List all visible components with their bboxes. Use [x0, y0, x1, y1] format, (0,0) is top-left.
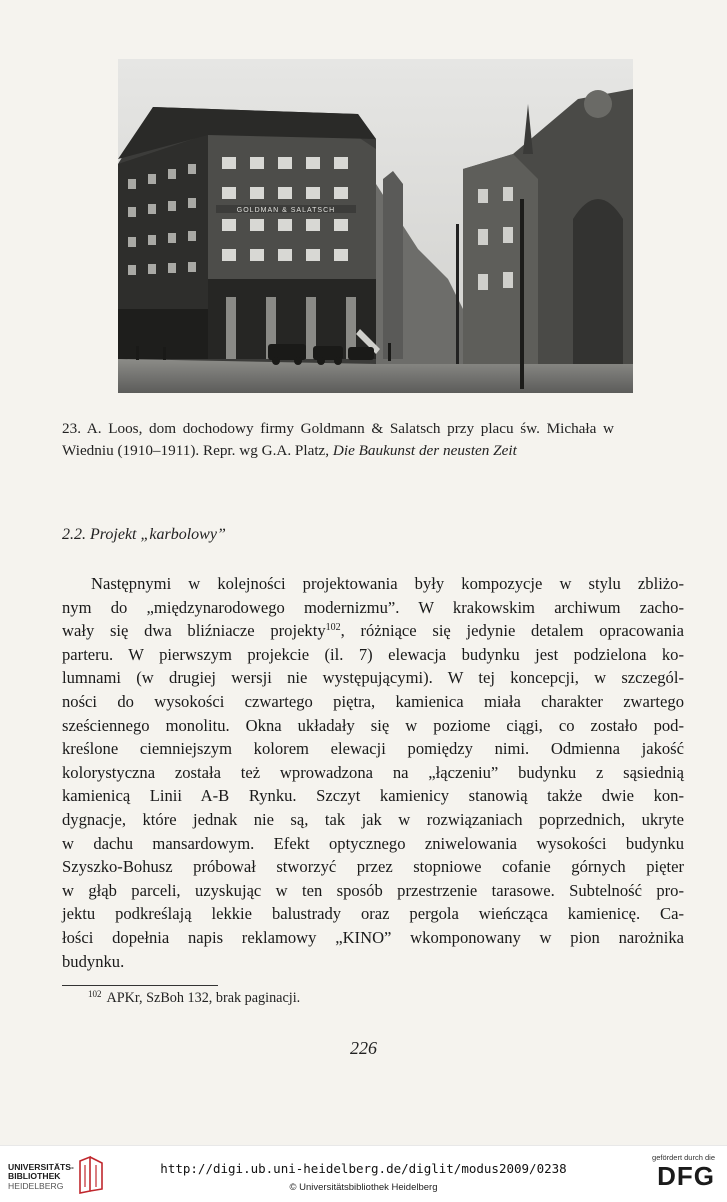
text-line: nym do „międzynarodowego modernizmu”. W krakowskim archiwum zacho-	[62, 597, 684, 617]
caption-book-title: Die Baukunst der neusten Zeit	[332, 442, 517, 459]
photo-sign-text: GOLDMAN & SALATSCH	[236, 207, 336, 214]
text-line: dygnacje, które jednak nie są, tak jak w rozwiązaniach poprzednich, ukryte	[62, 809, 684, 829]
text-line: łości dopełnia napis reklamowy „KINO” wkomponowany w pion narożnika	[62, 927, 684, 947]
text-line: lumnami (w drugiej wersji nie występującymi). W tej koncepcji, w szczegól-	[62, 668, 684, 688]
text-line: sześciennego monolitu. Okna układały się w poziome ciągi, co zostało pod-	[62, 715, 684, 735]
dfg-logo-text: DFG	[657, 1161, 715, 1191]
library-name-line: HEIDELBERG	[8, 1180, 64, 1191]
text-line: ności do wysokości czwartego piętra, kamienica miała charakter zwartego	[62, 691, 684, 711]
text-line: jektu podkreślają lekkie balustrady oraz pergola wieńcząca kamienicę. Ca-	[62, 904, 684, 924]
permalink-url[interactable]: http://digi.ub.uni-heidelberg.de/diglit/modus2009/0238	[160, 1161, 567, 1176]
funder-note: gefördert durch die	[652, 1153, 715, 1162]
footer-bar	[0, 1145, 727, 1202]
library-name-line: BIBLIOTHEK	[8, 1171, 61, 1182]
page-number: 226	[350, 1038, 377, 1058]
footnote-number: 102	[88, 989, 102, 999]
text-line: kolorystyczna została też wprowadzona na „łączeniu” budynku z sąsiednią	[62, 762, 684, 782]
text-line: w dachu mansardowym. Efekt optycznego zniwelowania wysokości budynku	[62, 833, 684, 853]
library-name-line: UNIVERSITÄTS-	[8, 1162, 74, 1172]
body-paragraph	[62, 572, 684, 973]
text-line: budynku.	[62, 951, 125, 971]
text-line: w głąb parceli, uzyskując w ten sposób przestrzenie tarasowe. Subtelność pro-	[62, 880, 684, 900]
historical-photograph	[118, 59, 633, 393]
text-fragment: wały się dwa bliźniacze projekty	[62, 621, 326, 641]
text-line: kreślone ciemniejszym kolorem elewacji pomiędzy nimi. Odmienna jakość	[62, 739, 684, 759]
text-line: kamienicą Linii A-B Rynku. Szczyt kamienicy stanowią także dwie kon-	[62, 786, 684, 806]
footnote-divider	[62, 985, 218, 986]
footnote-reference[interactable]: 102	[325, 622, 341, 634]
text-line-with-footnote	[62, 619, 684, 643]
caption-text: 23. A. Loos, dom dochodowy firmy Goldmann & Salatsch przy placu św. Michała w Wiedniu (1910–1911). Repr. wg G.A. Platz,	[62, 420, 614, 459]
section-heading: 2.2. Projekt „karbolowy”	[62, 526, 226, 543]
text-fragment: , różniące się jedynie detalem opracowania	[340, 621, 684, 641]
copyright-notice: © Universitätsbibliothek Heidelberg	[289, 1182, 438, 1193]
funder-logo[interactable]	[635, 1153, 715, 1190]
footnote	[88, 990, 300, 1007]
figure-caption	[62, 418, 614, 462]
text-line: Następnymi w kolejności projektowania były kompozycje w stylu zbliżo-	[91, 574, 684, 593]
text-line: Szyszko-Bohusz próbował stworzyć przez stopniowe cofanie górnych pięter	[62, 857, 684, 877]
text-line: parteru. W pierwszym projekcie (il. 7) elewacja budynku jest podzielona ko-	[62, 644, 684, 664]
footnote-text: APKr, SzBoh 132, brak paginacji.	[106, 990, 301, 1006]
